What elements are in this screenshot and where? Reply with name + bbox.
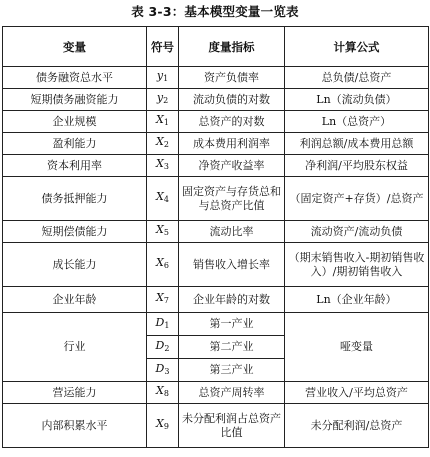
formula-cell: 未分配利润/总资产 [285,404,429,448]
symbol-cell [147,243,179,287]
formula-cell: （期末销售收入-期初销售收入）/期初销售收入 [285,243,429,287]
measure-cell: 第一产业 [179,313,285,336]
measure-cell: 未分配利润占总资产比值 [179,404,285,448]
symbol-letter: X [156,256,164,269]
table-row [3,177,429,221]
symbol-letter: X [156,157,164,170]
symbol-cell [147,382,179,404]
variable-cell: 成长能力 [3,243,147,287]
measure-cell: 总资产的对数 [179,111,285,133]
symbol-subscript: 1 [163,74,169,83]
symbol-cell [147,313,179,336]
symbol-subscript: 1 [164,320,170,330]
symbol-letter: X [156,223,164,236]
symbol-letter: X [156,417,164,430]
symbol-subscript: 2 [163,96,169,105]
variable-cell: 短期偿债能力 [3,221,147,243]
header-symbol: 符号 [147,27,179,67]
header-variable: 变量 [3,27,147,67]
symbol-letter: X [156,113,164,126]
table-row [3,133,429,155]
measure-cell: 流动负债的对数 [179,89,285,111]
table-row [3,221,429,243]
symbol-cell [147,221,179,243]
formula-cell: Ln（流动负债） [285,89,429,111]
symbol-subscript: 3 [164,366,170,376]
symbol-subscript: 8 [163,389,169,398]
table-caption: 表 3-3：基本模型变量一览表 [131,4,299,19]
formula-cell: 净利润/平均股东权益 [285,155,429,177]
symbol-subscript: 2 [164,343,170,353]
measure-cell: 净资产收益率 [179,155,285,177]
measure-cell: 流动比率 [179,221,285,243]
symbol-cell [147,177,179,221]
measure-cell: 第二产业 [179,336,285,359]
symbol-cell [147,111,179,133]
symbol-letter: X [156,135,164,148]
symbol-cell [147,404,179,448]
symbol-subscript: 5 [163,228,169,237]
symbol-cell [147,67,179,89]
formula-cell: 流动资产/流动负债 [285,221,429,243]
variable-cell: 盈利能力 [3,133,147,155]
header-formula: 计算公式 [285,27,429,67]
measure-cell: 固定资产与存货总和与总资产比值 [179,177,285,221]
symbol-letter: y [156,91,164,104]
symbol-subscript: 2 [163,140,169,149]
measure-cell: 销售收入增长率 [179,243,285,287]
symbol-subscript: 7 [163,296,169,305]
formula-cell: （固定资产+存货）/总资产 [285,177,429,221]
measure-cell: 资产负债率 [179,67,285,89]
table-row [3,243,429,287]
symbol-cell [147,133,179,155]
formula-cell: 利润总额/成本费用总额 [285,133,429,155]
variable-cell: 营运能力 [3,382,147,404]
variable-cell: 企业年龄 [3,287,147,313]
variable-cell: 债务融资总水平 [3,67,147,89]
formula-cell: 营业收入/平均总资产 [285,382,429,404]
table-header-row [3,27,429,67]
symbol-subscript: 3 [163,162,169,171]
measure-cell: 第三产业 [179,359,285,382]
variable-cell: 内部积累水平 [3,404,147,448]
table-row [3,111,429,133]
symbol-letter: D [155,361,165,375]
header-measure: 度量指标 [179,27,285,67]
variables-table [2,26,429,448]
variable-cell: 行业 [3,313,147,382]
symbol-subscript: 9 [163,422,169,431]
formula-cell: Ln（总资产） [285,111,429,133]
formula-cell: Ln（企业年龄） [285,287,429,313]
measure-cell: 总资产周转率 [179,382,285,404]
table-row [3,382,429,404]
variable-cell: 短期债务融资能力 [3,89,147,111]
variable-cell: 债务抵押能力 [3,177,147,221]
symbol-cell [147,89,179,111]
symbol-letter: D [155,315,165,329]
variable-cell: 企业规模 [3,111,147,133]
symbol-letter: X [156,384,164,397]
symbol-cell [147,287,179,313]
symbol-cell [147,336,179,359]
variable-cell: 资本利用率 [3,155,147,177]
symbol-subscript: 1 [163,118,169,127]
symbol-cell [147,155,179,177]
table-row [3,287,429,313]
table-row [3,67,429,89]
symbol-letter: X [156,190,164,203]
symbol-subscript: 4 [163,195,169,204]
formula-cell: 总负债/总资产 [285,67,429,89]
formula-cell: 哑变量 [285,313,429,382]
symbol-subscript: 6 [163,261,169,270]
measure-cell: 成本费用利润率 [179,133,285,155]
symbol-letter: D [155,338,165,352]
measure-cell: 企业年龄的对数 [179,287,285,313]
symbol-cell [147,359,179,382]
table-row [3,313,429,336]
symbol-letter: y [156,69,164,82]
symbol-letter: X [156,291,164,304]
table-row [3,404,429,448]
table-row [3,155,429,177]
table-row [3,89,429,111]
